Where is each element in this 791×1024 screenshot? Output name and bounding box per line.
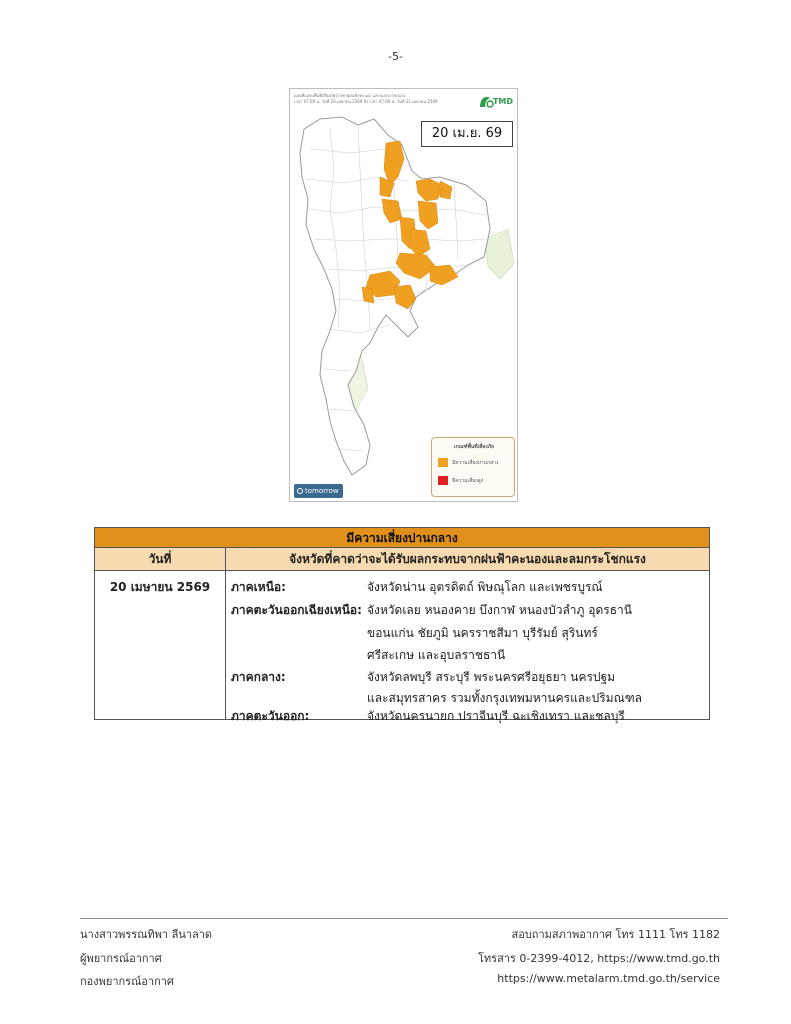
region-label-north: ภาคเหนือ:: [231, 580, 286, 594]
contact-fax-website[interactable]: โทรสาร 0-2399-4012, https://www.tmd.go.th: [478, 952, 720, 965]
risk-table: [94, 527, 710, 723]
map-legend: [431, 437, 515, 497]
risk-area-west-central: [362, 287, 374, 303]
tmd-logo-text: TMD: [492, 97, 513, 106]
tomorrow-logo-icon: [297, 488, 303, 494]
legend-swatch-high: [438, 476, 448, 485]
region-provinces-central: และสมุทรสาคร รวมทั้งกรุงเทพมหานครและปริมณฑล: [367, 691, 643, 705]
region-provinces-north: จังหวัดน่าน อุตรดิตถ์ พิษณุโลก และเพชรบูรณ์: [367, 580, 603, 594]
neighbor-area-east: [485, 229, 514, 279]
forecaster-name: นางสาวพรรณทิพา ลีนาลาด: [80, 928, 213, 941]
service-website-link[interactable]: https://www.metalarm.tmd.go.th/service: [497, 972, 720, 985]
page-number: -5-: [388, 50, 403, 63]
legend-swatch-moderate: [438, 458, 448, 467]
table-row: [95, 571, 709, 723]
risk-map-figure: [289, 88, 518, 502]
legend-title: เกณฑ์พื้นที่เสี่ยงภัย: [454, 444, 494, 450]
contact-phone: สอบถามสภาพอากาศ โทร 1111 โทร 1182: [511, 928, 720, 941]
region-label-central: ภาคกลาง:: [231, 670, 286, 684]
department-name: กองพยากรณ์อากาศ: [80, 975, 174, 988]
tomorrow-badge: [294, 484, 343, 498]
footer-divider: [80, 918, 728, 919]
date-value: 20 เมษายน 2569: [109, 580, 211, 594]
map-header-line: เวลา 07:00 น. วันที่ 20 เมษายน 2569 ถึง เวลา 07:00 น. วันที่ 21 เมษายน 2569: [294, 98, 438, 104]
legend-label: มีความเสี่ยงสูง: [452, 478, 484, 484]
region-provinces-northeast: จังหวัดเลย หนองคาย บึงกาฬ หนองบัวลำภู อุดรธานี: [367, 603, 632, 617]
region-label-east: ภาคตะวันออก:: [231, 709, 310, 723]
region-provinces-east: จังหวัดนครนายก ปราจีนบุรี ฉะเชิงเทรา และชลบุรี: [367, 709, 625, 723]
column-header-provinces: จังหวัดที่คาดว่าจะได้รับผลกระทบจากฝนฟ้าคะนองและลมกระโชกแรง: [289, 552, 646, 566]
table-title: มีความเสี่ยงปานกลาง: [95, 528, 709, 548]
legend-label: มีความเสี่ยงปานกลาง: [452, 460, 499, 466]
region-label-northeast: ภาคตะวันออกเฉียงเหนือ:: [231, 603, 362, 617]
map-header-line: แผนที่แสดงพื้นที่เสี่ยงภัยจากพายุฝนฟ้าคะนอง และลมกระโชกแรง: [294, 93, 406, 98]
region-provinces-central: จังหวัดลพบุรี สระบุรี พระนครศรีอยุธยา นครปฐม: [367, 670, 616, 684]
date-cell: [95, 571, 226, 719]
map-header: [294, 93, 474, 104]
region-provinces-northeast: ศรีสะเกษ และอุบลราชธานี: [367, 648, 506, 662]
forecaster-title: ผู้พยากรณ์อากาศ: [80, 952, 162, 965]
table-header-row: [95, 548, 709, 571]
column-header-date: วันที่: [95, 548, 226, 570]
tomorrow-badge-text: tomorrow: [305, 487, 339, 495]
map-date-label: 20 เม.ย. 69: [421, 121, 513, 147]
region-provinces-northeast: ขอนแก่น ชัยภูมิ นครราชสีมา บุรีรัมย์ สุรินทร์: [367, 626, 598, 640]
